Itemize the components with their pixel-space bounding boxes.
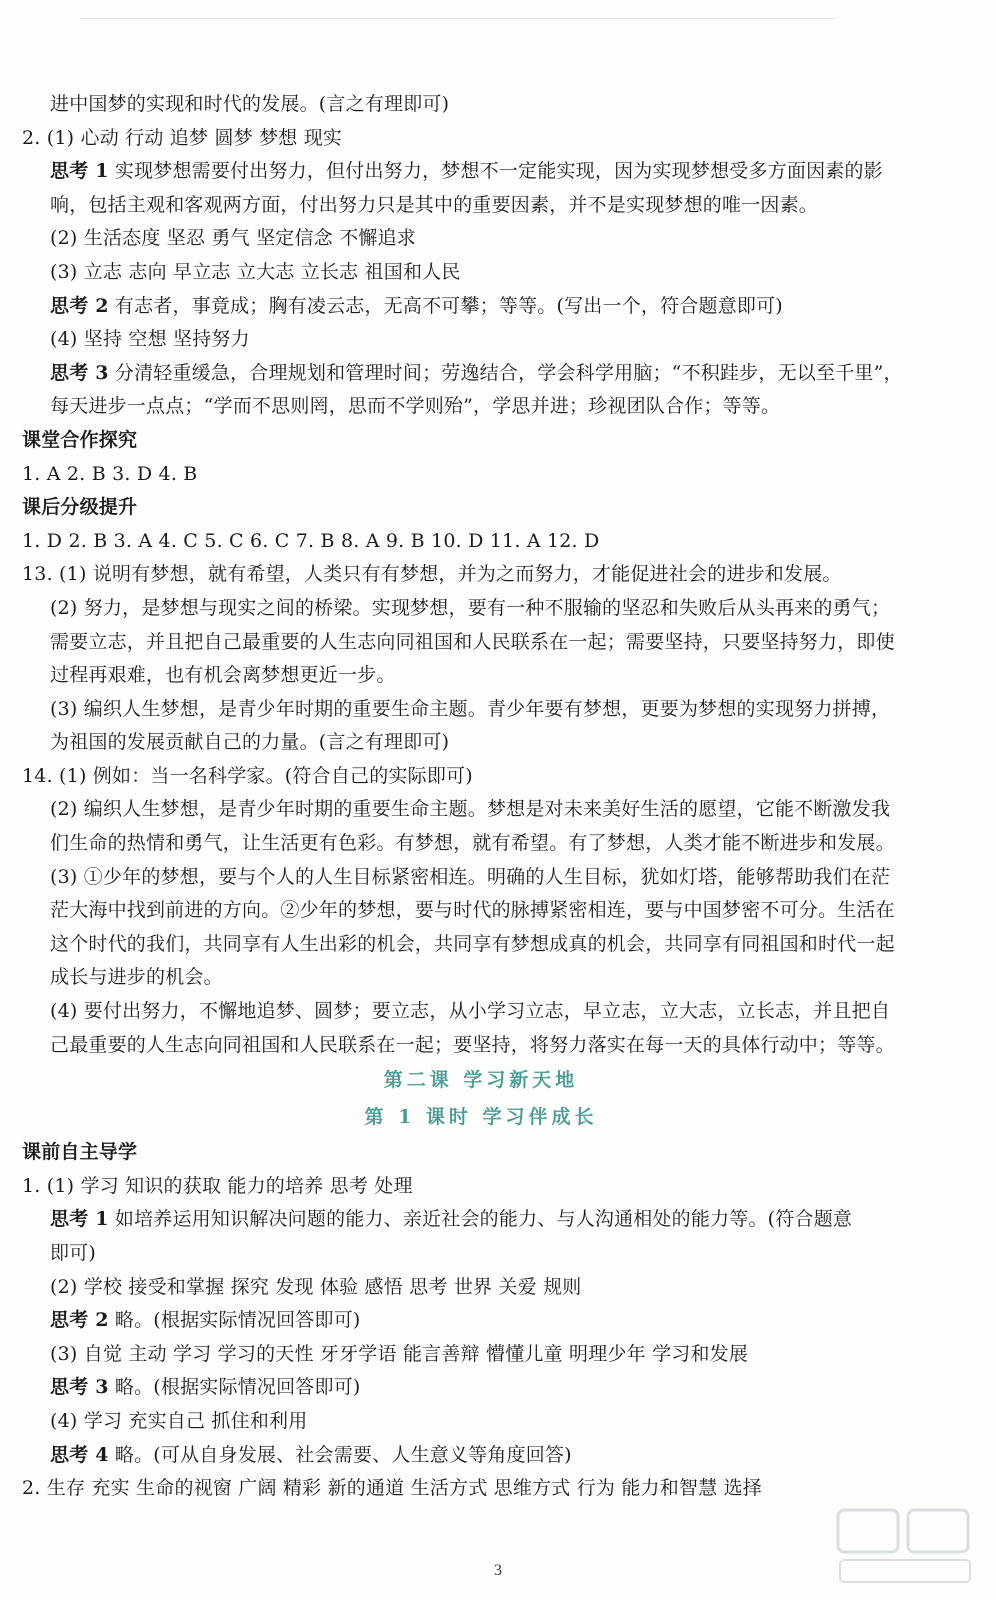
answer-line xyxy=(22,323,980,357)
answer-line xyxy=(22,726,980,760)
line-text: 1. A 2. B 3. D 4. B xyxy=(22,462,198,485)
answer-line xyxy=(22,122,980,156)
think-label: 思考 2 xyxy=(50,1309,109,1332)
line-text: 有志者，事竟成；胸有凌云志，无高不可攀；等等。(写出一个，符合题意即可) xyxy=(108,294,783,317)
answer-line xyxy=(22,928,980,962)
answer-line xyxy=(22,88,980,122)
line-text: 实现梦想需要付出努力，但付出努力，梦想不一定能实现，因为实现梦想受多方面因素的影 xyxy=(108,160,883,183)
line-text: 们生命的热情和勇气，让生活更有色彩。有梦想，就有希望。有了梦想，人类才能不断进步和发展。 xyxy=(50,832,895,855)
line-text: 课前自主导学 xyxy=(22,1141,138,1164)
answer-line xyxy=(22,659,980,693)
line-text: 第 1 课时 学习伴成长 xyxy=(364,1106,598,1129)
line-text: (3) 立志 志向 早立志 立大志 立长志 祖国和人民 xyxy=(50,260,461,283)
answer-line xyxy=(22,693,980,727)
answer-line xyxy=(22,525,980,559)
line-text: 需要立志，并且把自己最重要的人生志向同祖国和人民联系在一起；需要坚持，只要坚持努力，即使 xyxy=(50,630,895,653)
answer-line xyxy=(22,894,980,928)
section-heading xyxy=(22,1136,980,1170)
line-text: 茫大海中找到前进的方向。②少年的梦想，要与时代的脉搏紧密相连，要与中国梦密不可分。生活在 xyxy=(50,899,895,922)
line-text: (4) 坚持 空想 坚持努力 xyxy=(50,328,250,351)
answer-line xyxy=(22,558,980,592)
lesson-title xyxy=(22,1062,980,1099)
line-text: (2) 编织人生梦想，是青少年时期的重要生命主题。梦想是对未来美好生活的愿望，它能不断激发我 xyxy=(50,798,891,821)
think-label: 思考 4 xyxy=(50,1443,109,1466)
answer-line xyxy=(22,390,980,424)
line-text: (2) 努力，是梦想与现实之间的桥梁。实现梦想，要有一种不服输的坚忍和失败后从头再来的勇气； xyxy=(50,596,891,619)
answer-line xyxy=(22,827,980,861)
answer-line xyxy=(22,1170,980,1204)
line-text: 即可) xyxy=(50,1242,97,1264)
answer-line xyxy=(22,1405,980,1439)
answer-line xyxy=(22,1338,980,1372)
think-label: 思考 3 xyxy=(50,361,109,384)
line-text: 每天进步一点点；“学而不思则罔，思而不学则殆”，学思并进；珍视团队合作；等等。 xyxy=(50,395,781,418)
answer-line xyxy=(22,290,980,324)
line-text: (3) 自觉 主动 学习 学习的天性 牙牙学语 能言善辩 懵懂儿童 明理少年 学习和发展 xyxy=(50,1342,749,1365)
line-text: 为祖国的发展贡献自己的力量。(言之有理即可) xyxy=(50,731,450,754)
line-text: 第二课 学习新天地 xyxy=(383,1069,579,1092)
think-label: 思考 1 xyxy=(50,1208,109,1231)
line-text: (3) 编织人生梦想，是青少年时期的重要生命主题。青少年要有梦想，更要为梦想的实现努力拼搏， xyxy=(50,697,891,720)
line-text: 略。(根据实际情况回答即可) xyxy=(108,1376,361,1399)
line-text: 过程再艰难，也有机会离梦想更近一步。 xyxy=(50,664,396,687)
section-heading xyxy=(22,491,980,525)
line-text: 己最重要的人生志向同祖国和人民联系在一起；要坚持，将努力落实在每一天的具体行动中；等等。 xyxy=(50,1033,895,1056)
answer-line xyxy=(22,592,980,626)
answer-line xyxy=(22,1371,980,1405)
line-text: 13. (1) 说明有梦想，就有希望，人类只有有梦想，并为之而努力，才能促进社会的进步和发展。 xyxy=(22,563,842,586)
line-text: (2) 生活态度 坚忍 勇气 坚定信念 不懈追求 xyxy=(50,227,416,250)
answer-line xyxy=(22,760,980,794)
think-label: 思考 2 xyxy=(50,294,109,317)
page-number: 3 xyxy=(494,1562,502,1579)
answer-line xyxy=(22,155,980,189)
line-text: 这个时代的我们，共同享有人生出彩的机会，共同享有梦想成真的机会，共同享有同祖国和时代一起 xyxy=(50,932,895,955)
think-label: 思考 1 xyxy=(50,160,109,183)
answer-line xyxy=(22,1271,980,1305)
line-text: 2. 生存 充实 生命的视窗 广阔 精彩 新的通道 生活方式 思维方式 行为 能力和智慧 选择 xyxy=(22,1477,762,1500)
top-rule xyxy=(80,18,836,19)
line-text: 分清轻重缓急，合理规划和管理时间；劳逸结合，学会科学用脑；“不积跬步，无以至千里”， xyxy=(108,361,903,384)
line-text: 2. (1) 心动 行动 追梦 圆梦 梦想 现实 xyxy=(22,126,343,149)
line-text: (4) 要付出努力，不懈地追梦、圆梦；要立志，从小学习立志，早立志，立大志，立长志，并且把自 xyxy=(50,1000,891,1023)
answer-content xyxy=(22,88,980,1506)
line-text: 14. (1) 例如：当一名科学家。(符合自己的实际即可) xyxy=(22,764,473,787)
answer-line xyxy=(22,626,980,660)
think-label: 思考 3 xyxy=(50,1376,109,1399)
answer-line xyxy=(22,1029,980,1063)
answer-line xyxy=(22,357,980,391)
line-text: 略。(可从自身发展、社会需要、人生意义等角度回答) xyxy=(108,1443,572,1466)
answer-line xyxy=(22,256,980,290)
answer-line xyxy=(22,222,980,256)
line-text: 如培养运用知识解决问题的能力、亲近社会的能力、与人沟通相处的能力等。(符合题意 xyxy=(108,1208,853,1231)
line-text: 课后分级提升 xyxy=(22,496,138,519)
answer-line xyxy=(22,1439,980,1473)
line-text: 1. D 2. B 3. A 4. C 5. C 6. C 7. B 8. A 9. B 10. D 11. A 12. D xyxy=(22,529,600,552)
answer-line xyxy=(22,189,980,223)
answer-line xyxy=(22,793,980,827)
line-text: 1. (1) 学习 知识的获取 能力的培养 思考 处理 xyxy=(22,1174,413,1197)
line-text: 课堂合作探究 xyxy=(22,428,138,451)
answer-line xyxy=(22,1472,980,1506)
lesson-title xyxy=(22,1099,980,1136)
answer-line xyxy=(22,1203,980,1237)
answer-line xyxy=(22,458,980,492)
line-text: 略。(根据实际情况回答即可) xyxy=(108,1309,361,1332)
answer-line xyxy=(22,995,980,1029)
line-text: 响，包括主观和客观两方面，付出努力只是其中的重要因素，并不是实现梦想的唯一因素。 xyxy=(50,193,819,216)
line-text: (2) 学校 接受和掌握 探究 发现 体验 感悟 思考 世界 关爱 规则 xyxy=(50,1275,582,1298)
answer-line xyxy=(22,1304,980,1338)
line-text: (4) 学习 充实自己 抓住和利用 xyxy=(50,1409,308,1432)
answer-line xyxy=(22,861,980,895)
answer-line xyxy=(22,1237,980,1271)
section-heading xyxy=(22,424,980,458)
line-text: 成长与进步的机会。 xyxy=(50,966,223,989)
answer-line xyxy=(22,961,980,995)
line-text: (3) ①少年的梦想，要与个人的人生目标紧密相连。明确的人生目标，犹如灯塔，能够帮助我们在茫 xyxy=(50,865,891,888)
line-text: 进中国梦的实现和时代的发展。(言之有理即可) xyxy=(50,93,450,115)
